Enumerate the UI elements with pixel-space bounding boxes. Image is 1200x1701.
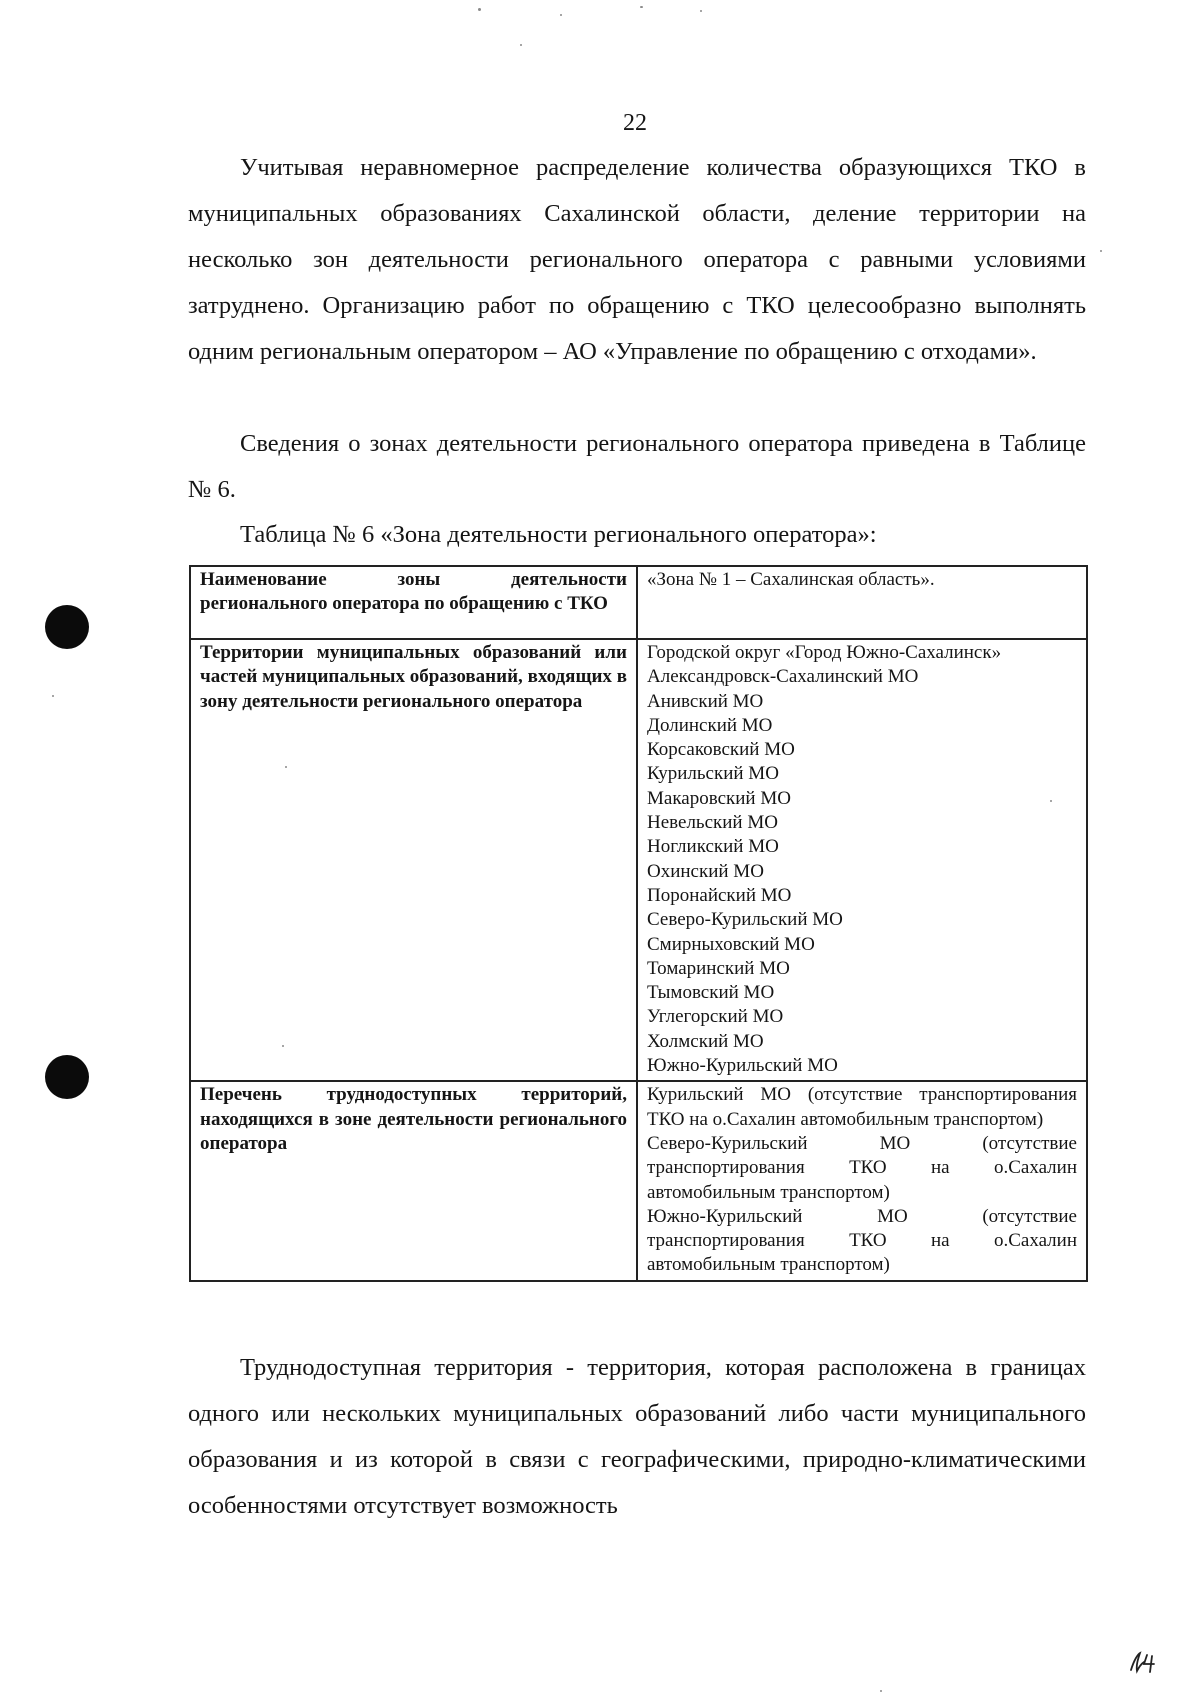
territory-item: Томаринский МО (647, 957, 790, 979)
table-cell-label (190, 566, 637, 639)
page-number: 22 (623, 110, 647, 136)
zone-name-value: «Зона № 1 – Сахалинская область». (647, 569, 935, 590)
handwritten-page-mark (1128, 1650, 1164, 1681)
table-row-territories (190, 639, 1087, 1081)
territory-item: Холмский МО (647, 1030, 764, 1052)
handwritten-mark-icon (1128, 1650, 1164, 1676)
territory-item: Углегорский МО (647, 1006, 784, 1028)
territory-item: Охинский МО (647, 860, 764, 882)
hard-to-reach-list (647, 1083, 1077, 1277)
binder-hole (45, 605, 89, 649)
table-cell-value (637, 639, 1087, 1081)
territory-item: Поронайский МО (647, 884, 792, 906)
territory-item: Александровск-Сахалинский МО (647, 666, 919, 688)
territory-item: Анивский МО (647, 690, 764, 712)
territories-label: Территории муниципальных образований или частей муниципальных образований, входящих в зону деятельности регионального оператора (200, 642, 627, 712)
territory-item: Невельский МО (647, 812, 778, 834)
territory-item: Долинский МО (647, 714, 773, 736)
table-row-hard-to-reach (190, 1081, 1087, 1280)
hard-to-reach-item: Южно-Курильский МО (отсутствие транспортирования ТКО на о.Сахалин автомобильным транспортом) (647, 1205, 1077, 1276)
table-cell-value (637, 566, 1087, 639)
territory-item: Макаровский МО (647, 787, 791, 809)
hard-to-reach-label: Перечень труднодоступных территорий, находящихся в зоне деятельности регионального оператора (200, 1084, 627, 1154)
territory-item: Корсаковский МО (647, 739, 795, 761)
territory-item: Южно-Курильский МО (647, 1055, 838, 1077)
table-cell-value (637, 1081, 1087, 1280)
paragraph-definition: Труднодоступная территория - территория, которая расположена в границах одного или нескольких муниципальных образований либо части муниципального образования и из которой в связи с географическими, природно-климатическими особенностями отсутствует возможность (188, 1354, 1086, 1519)
paragraph-intro: Учитывая неравномерное распределение количества образующихся ТКО в муниципальных образованиях Сахалинской области, деление территории на несколько зон деятельности регионального оператора с равными условиями затруднено. Организацию работ по обращению с ТКО целесообразно выполнять одним региональным оператором – АО «Управление по обращению с отходами». (188, 154, 1086, 365)
paragraph-table-reference: Сведения о зонах деятельности регионального оператора приведена в Таблице № 6. (188, 430, 1086, 503)
table-cell-label (190, 639, 637, 1081)
territory-item: Тымовский МО (647, 982, 775, 1004)
hard-to-reach-item: Курильский МО (отсутствие транспортирования ТКО на о.Сахалин автомобильным транспортом) (647, 1084, 1077, 1130)
hard-to-reach-item: Северо-Курильский МО (отсутствие транспортирования ТКО на о.Сахалин автомобильным транспортом) (647, 1132, 1077, 1203)
zone-name-label: Наименование зоны деятельности регионального оператора по обращению с ТКО (200, 569, 627, 615)
territory-item: Смирныховский МО (647, 933, 815, 955)
territory-item: Северо-Курильский МО (647, 909, 843, 931)
territory-item: Курильский МО (647, 763, 779, 785)
table-row-zone-name (190, 566, 1087, 639)
table-caption: Таблица № 6 «Зона деятельности регионального оператора»: (240, 521, 877, 548)
table-cell-label (190, 1081, 637, 1280)
territory-item: Ногликский МО (647, 836, 779, 858)
binder-hole (45, 1055, 89, 1099)
territory-item: Городской округ «Город Южно-Сахалинск» (647, 642, 1002, 663)
territory-list (647, 641, 1077, 1078)
zone-table (189, 565, 1088, 1282)
